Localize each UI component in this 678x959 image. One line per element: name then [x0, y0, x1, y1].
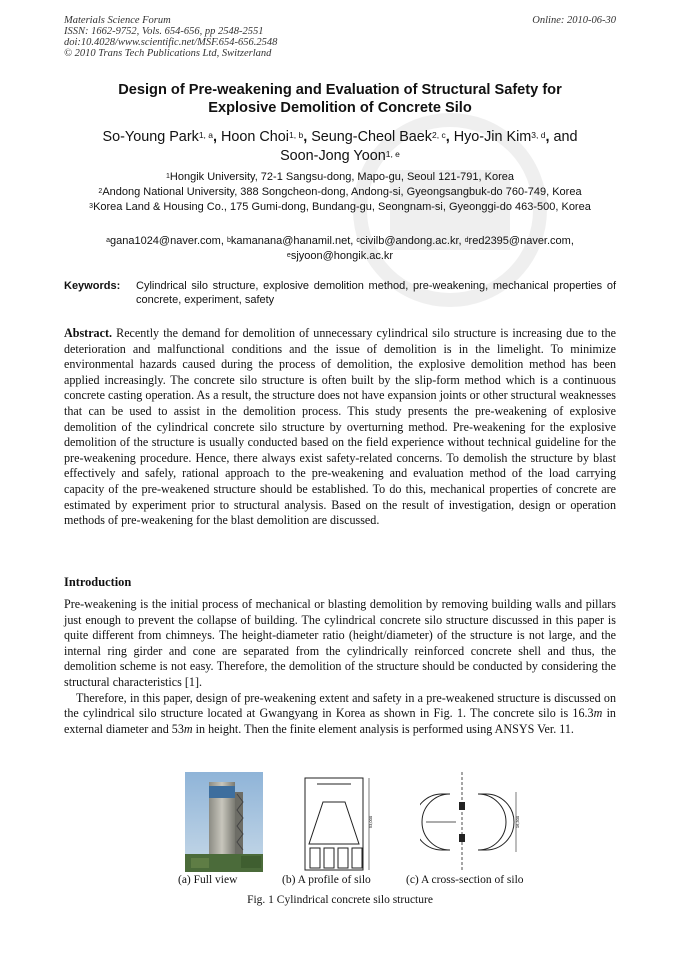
dimension-height-label: 53,000	[368, 815, 373, 829]
unit-m: m	[183, 721, 193, 736]
author-name: Hyo-Jin Kim	[453, 129, 532, 145]
author-name: Hoon Choi	[221, 129, 289, 145]
keywords-text: Cylindrical silo structure, explosive demolition method, pre-weakening, mechanical properties of concrete, experiment, safety	[136, 280, 616, 306]
intro-text: in height. Then the finite element analysis is performed using ANSYS Ver. 11.	[192, 721, 574, 736]
affiliation-sup: 2	[98, 188, 103, 195]
caption-cross-section: (c) A cross-section of silo	[406, 874, 524, 886]
intro-text: Therefore, in this paper, design of pre-weakening extent and safety in a pre-weakened structure is discussed on the cylindrical silo structure located at Gwangyang in Korea as shown in Fig. 1. The concrete silo is 16.3	[64, 690, 616, 721]
caption-profile: (b) A profile of silo	[282, 874, 371, 886]
affiliation-text: Hongik University, 72-1 Sangsu-dong, Mapo-gu, Seoul 121-791, Korea	[169, 171, 514, 183]
title-line-1: Design of Pre-weakening and Evaluation of Structural Safety for	[118, 82, 562, 98]
paper-title	[64, 81, 616, 117]
affiliation-sup: 1	[166, 173, 170, 180]
affiliation-1	[60, 170, 620, 185]
email-sup: d	[464, 237, 469, 244]
author-sup: 1, a	[198, 130, 213, 140]
author-name: Seung-Cheol Baek	[311, 129, 432, 145]
author-sup: 1, e	[385, 149, 400, 159]
introduction-body	[64, 597, 616, 737]
author-name: So-Young Park	[102, 129, 199, 145]
journal-header	[64, 15, 616, 59]
email-sup: b	[226, 237, 231, 244]
author-sup: 2, c	[432, 130, 446, 140]
section-heading-introduction: Introduction	[64, 575, 132, 589]
silo-profile-drawing	[297, 772, 377, 872]
abstract-text: Recently the demand for demolition of unnecessary cylindrical silo structure is increasing due to the deterioration and malfunctional conditions and the issue of demolition is in the limelight. To minimize environmental hazards caused during the process of demolition, the explosive demolition method has been applied increasingly. The concrete silo structure is often built by the slip-form method which is a continuous concrete casting operation. As a result, the structure does not have expansion joints or other structural weaknesses that can be used to assist in the demolition process. This study presents the pre-weakening of explosive demolition of the cylindrical concrete silo structure by overturning method. Pre-weakening for the explosive demolition of the structure is usually conducted based on the field experience without technical guideline for the pre-weakening procedure. Hence, there always exist safety-related concerns. To demolish the structure by blast effectively and safely, rational approach to the pre-weakening and evaluation method of the load carrying capacity of the pre-weakened structure should be established. To do this, mechanical properties of concrete are estimated by experiment prior to structural analysis. Based on the result of investigation, design or operation methods of pre-weakening for the blast demolition are discussed.	[64, 326, 616, 528]
dimension-diameter-label: 16,300	[515, 815, 520, 829]
affiliation-sup: 3	[89, 203, 94, 210]
email-sup: e	[286, 252, 291, 259]
author-list: So-Young Park$^{1, a}$, Hoon Choi$^{1, b}$, Seung-Cheol Baek$^{2, c}$, Hyo-Jin Kim$^{3, d}$, and Soon-Jong Yoon$^{1, e}$	[102, 129, 578, 164]
email-sup: a	[106, 237, 110, 244]
email-link[interactable]: civilb@andong.ac.kr	[359, 235, 459, 247]
copyright-line: © 2010 Trans Tech Publications Ltd, Switzerland	[64, 48, 272, 59]
intro-paragraph-1: Pre-weakening is the initial process of mechanical or blasting demolition by removing building walls and pillars just enough to prevent the collapse of building. The cylindrical concrete silo structure discussed in this paper is quite different from chimneys. The height-diameter ratio (height/diameter) of the structure is not large, and the internal ring girder and cone are separated from the cylindrically reinforced concrete shell and thus, the demolition scheme is not easy. Therefore, the demolition of the structure should be conducted by considering the structural characteristics [1].	[64, 597, 616, 689]
doi-line: doi:10.4028/www.scientific.net/MSF.654-656.2548	[64, 37, 278, 48]
abstract	[64, 326, 616, 529]
affiliation-text: Andong National University, 388 Songcheon-dong, Andong-si, Gyeongsangbuk-do 760-749, Korea	[102, 186, 582, 198]
online-date: Online: 2010-06-30	[532, 15, 616, 26]
title-line-2: Explosive Demolition of Concrete Silo	[208, 100, 472, 116]
keywords	[64, 279, 616, 307]
journal-name: Materials Science Forum	[64, 15, 171, 26]
email-link[interactable]: red2395@naver.com	[468, 235, 571, 247]
keywords-label: Keywords:	[64, 280, 121, 292]
figure-caption: Fig. 1 Cylindrical concrete silo structure	[247, 894, 433, 906]
author-and: and	[553, 129, 578, 145]
caption-full-view: (a) Full view	[178, 874, 238, 886]
email-link[interactable]: sjyoon@hongik.ac.kr	[290, 250, 394, 262]
intro-text: in external diameter and 53	[64, 706, 616, 736]
affiliation-2	[60, 185, 620, 200]
intro-paragraph-2	[64, 691, 616, 738]
email-link[interactable]: gana1024@naver.com	[109, 235, 221, 247]
author-sup: 1, b	[289, 130, 304, 140]
silo-photo	[185, 772, 263, 872]
issn-line: ISSN: 1662-9752, Vols. 654-656, pp 2548-2551	[64, 26, 264, 37]
author-name: Soon-Jong Yoon	[280, 148, 386, 164]
unit-m: m	[593, 706, 603, 721]
author-sup: 3, d	[531, 130, 546, 140]
silo-cross-section-drawing	[420, 772, 526, 872]
affiliation-3	[60, 200, 620, 215]
email-list: $^a$gana1024@naver.com, $^b$kamanana@hanamil.net, $^c$civilb@andong.ac.kr, $^d$red2395@naver.com, $^e$sjyoon@hongik.ac.kr	[106, 235, 574, 262]
email-sup: c	[356, 237, 360, 244]
affiliation-text: Korea Land & Housing Co., 175 Gumi-dong, Bundang-gu, Seongnam-si, Gyeonggi-do 463-500, Korea	[93, 201, 591, 213]
affiliations	[60, 170, 620, 215]
abstract-label: Abstract.	[64, 326, 113, 340]
email-link[interactable]: kamanana@hanamil.net	[230, 235, 351, 247]
